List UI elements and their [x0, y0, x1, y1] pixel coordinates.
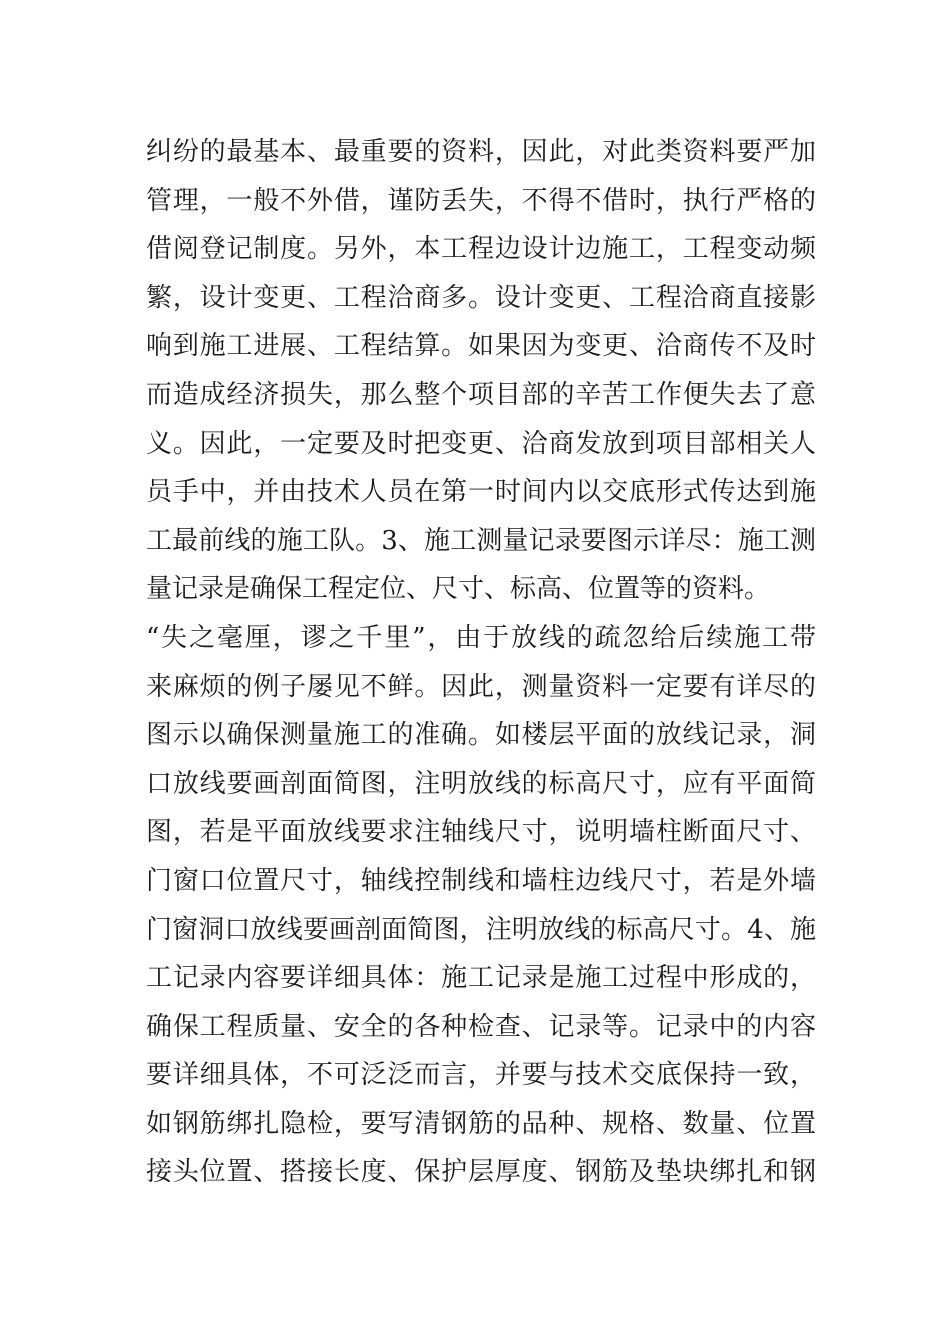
text-line-12: 来麻烦的例子屡见不鲜。因此，测量资料一定要有详尽的 [146, 671, 816, 702]
text-line-7: 义。因此，一定要及时把变更、洽商发放到项目部相关人 [146, 428, 816, 459]
text-line-17: 门窗洞口放线要画剖面简图，注明放线的标高尺寸。4、施 [146, 914, 816, 945]
text-line-6: 而造成经济损失，那么整个项目部的辛苦工作便失去了意 [146, 379, 816, 410]
text-line-2: 管理，一般不外借，谨防丢失，不得不借时，执行严格的 [146, 185, 816, 216]
text-line-8: 员手中，并由技术人员在第一时间内以交底形式传达到施 [146, 477, 816, 508]
text-line-1: 纠纷的最基本、最重要的资料，因此，对此类资料要严加 [146, 137, 816, 167]
text-line-14: 口放线要画剖面简图，注明放线的标高尺寸，应有平面简 [146, 768, 816, 799]
text-line-22: 接头位置、搭接长度、保护层厚度、钢筋及垫块绑扎和钢 [146, 1157, 816, 1188]
text-line-19: 确保工程质量、安全的各种检查、记录等。记录中的内容 [146, 1011, 816, 1042]
text-line-9: 工最前线的施工队。3、施工测量记录要图示详尽：施工测 [146, 525, 816, 556]
text-line-5: 响到施工进展、工程结算。如果因为变更、洽商传不及时 [146, 331, 816, 362]
text-line-21: 如钢筋绑扎隐检，要写清钢筋的品种、规格、数量、位置 [146, 1108, 816, 1139]
body-text [146, 128, 816, 1197]
text-line-16: 门窗口位置尺寸，轴线控制线和墙柱边线尺寸，若是外墙 [146, 865, 816, 896]
text-line-10: 量记录是确保工程定位、尺寸、标高、位置等的资料。 [146, 574, 771, 605]
text-line-20: 要详细具体，不可泛泛而言，并要与技术交底保持一致， [146, 1060, 816, 1091]
text-line-4: 繁，设计变更、工程洽商多。设计变更、工程洽商直接影 [146, 282, 816, 313]
text-line-15: 图，若是平面放线要求注轴线尺寸，说明墙柱断面尺寸、 [146, 817, 816, 848]
text-line-3: 借阅登记制度。另外，本工程边设计边施工，工程变动频 [146, 234, 816, 265]
text-line-11: “失之毫厘，谬之千里”，由于放线的疏忽给后续施工带 [146, 622, 816, 653]
text-line-18: 工记录内容要详细具体：施工记录是施工过程中形成的， [146, 963, 816, 994]
text-line-13: 图示以确保测量施工的准确。如楼层平面的放线记录，洞 [146, 720, 816, 751]
